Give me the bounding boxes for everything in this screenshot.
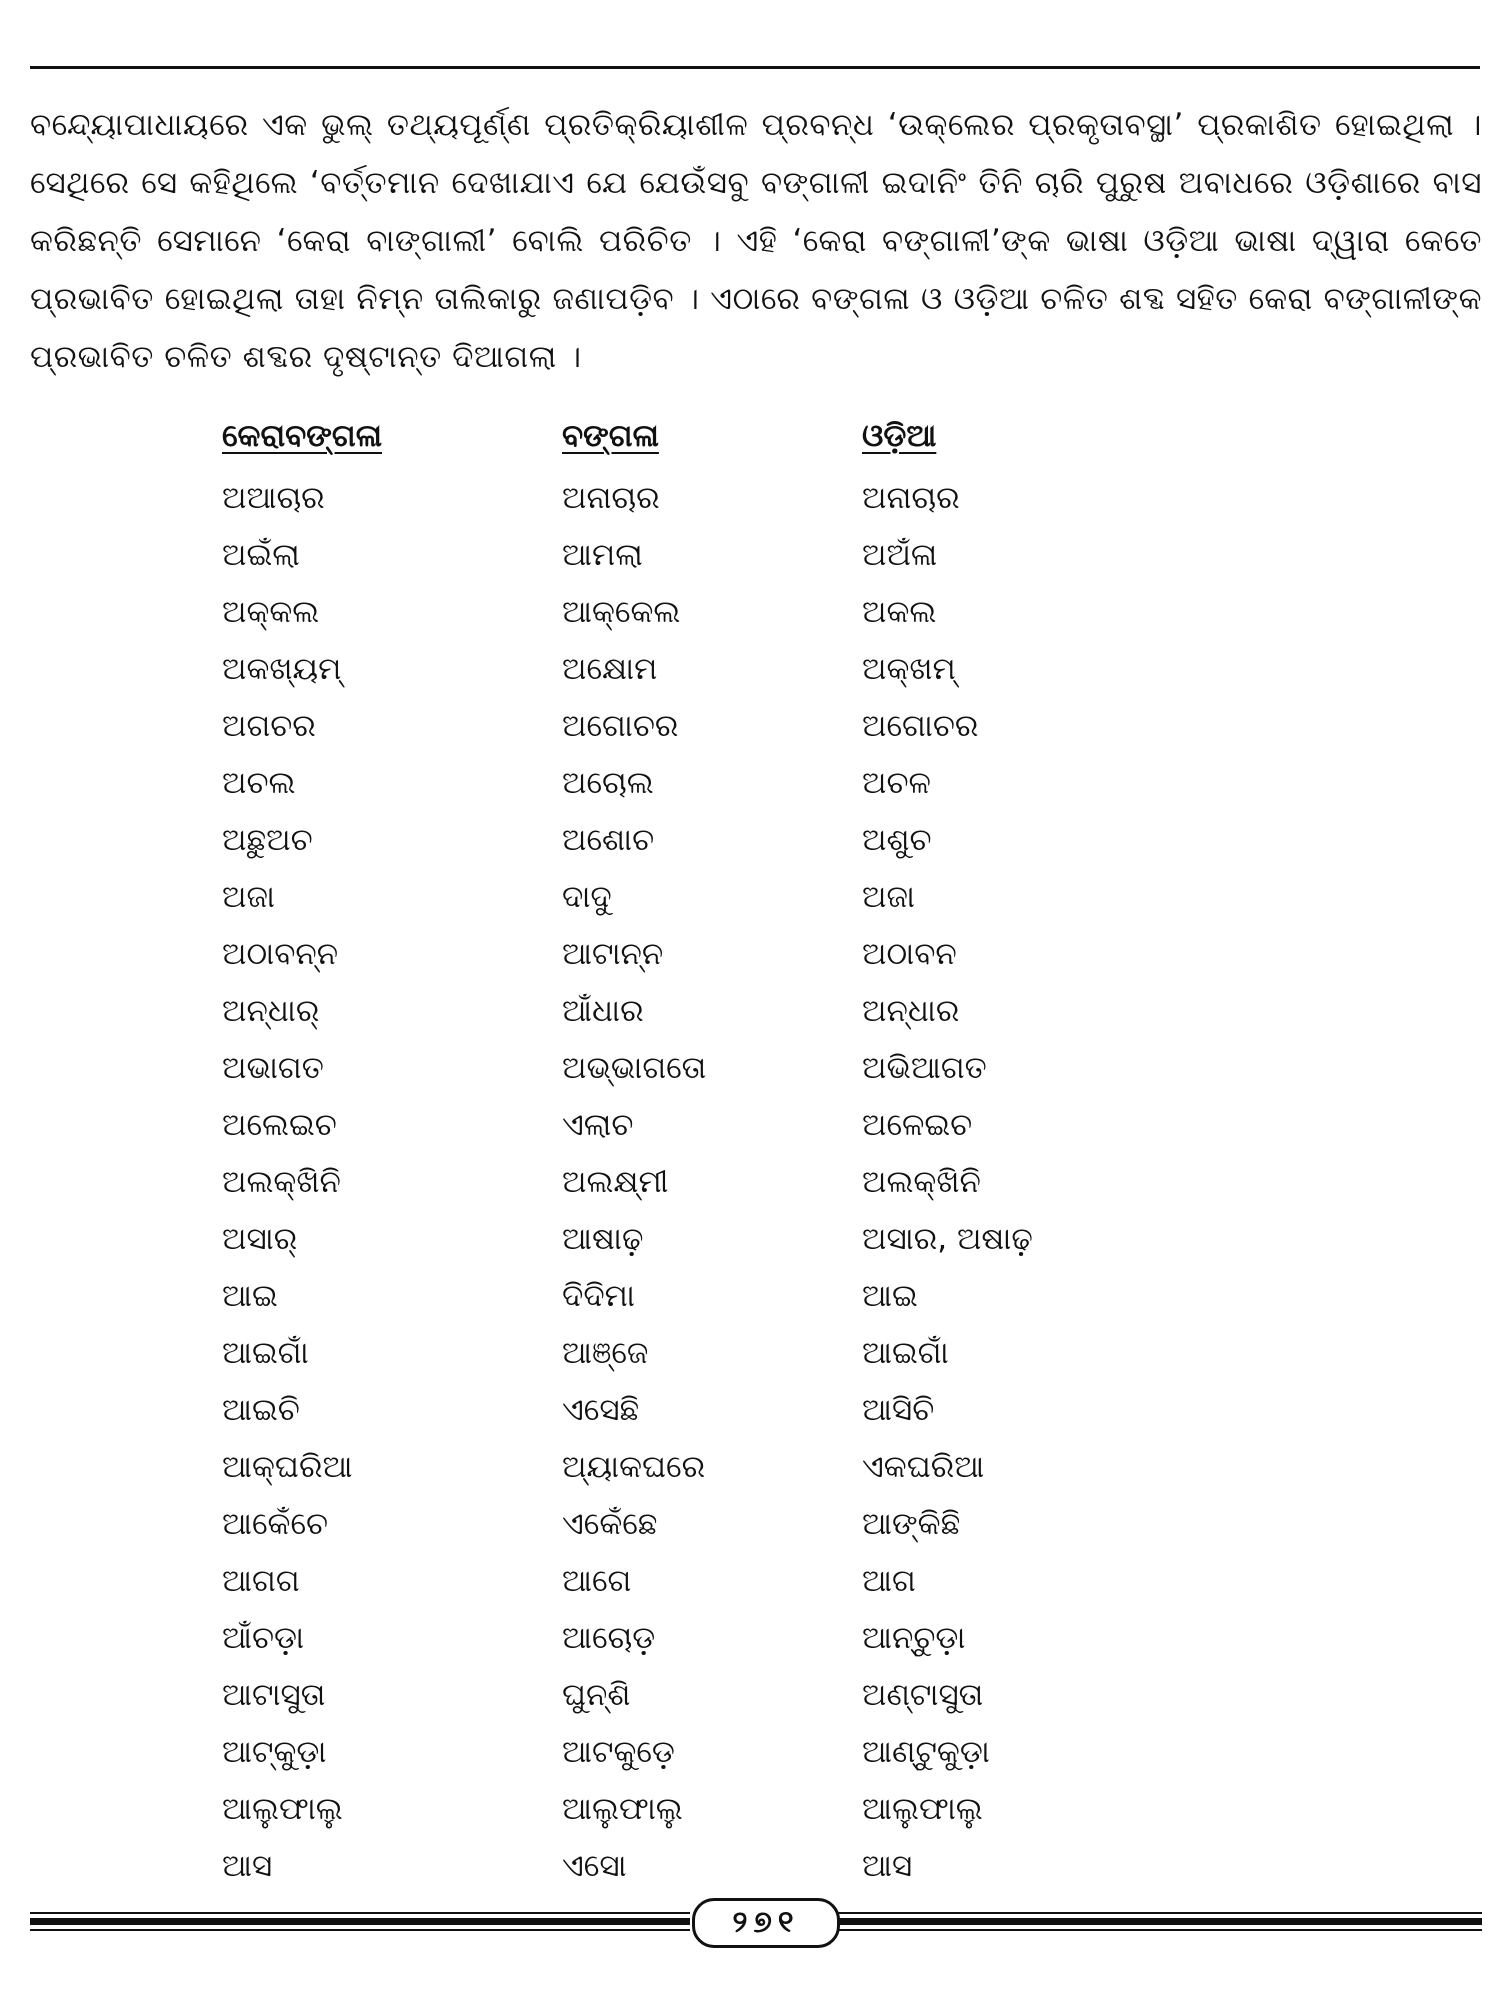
cell-bangla: ଅ୍ୟାକଘରେ	[562, 1449, 706, 1485]
cell-bangla: ଆଗେ	[562, 1563, 632, 1599]
cell-bangla: ଆଁଧାର	[562, 993, 644, 1029]
cell-bangla: ଆକ୍କେଲ	[562, 594, 681, 630]
cell-odia: ଅଣ୍ଟାସୁତା	[862, 1677, 984, 1713]
cell-kera-bangla: ଆଟ୍‌କୁଡ଼ା	[222, 1734, 327, 1770]
column-header-bangla: ବଙ୍ଗଳା	[562, 418, 659, 454]
cell-odia: ଆନ୍‌ଚୁଡ଼ା	[862, 1620, 966, 1656]
cell-kera-bangla: ଆଇ	[222, 1278, 278, 1314]
cell-kera-bangla: ଆକେଁଚେ	[222, 1506, 329, 1542]
cell-bangla: ଆମଲା	[562, 537, 643, 573]
cell-kera-bangla: ଆଗଗ	[222, 1563, 300, 1599]
cell-bangla: ଅକ୍ଷୋମ	[562, 651, 658, 687]
cell-odia: ଆଇ	[862, 1278, 918, 1314]
table-row	[222, 1667, 1162, 1724]
cell-kera-bangla: ଆକ୍‌ଘରିଆ	[222, 1449, 353, 1485]
footer-rule-left	[30, 1912, 690, 1934]
table-row	[222, 812, 1162, 869]
table-row	[222, 1325, 1162, 1382]
cell-odia: ଅଭିଆଗତ	[862, 1050, 987, 1086]
cell-odia: ଅସାର, ଅଷାଢ଼	[862, 1221, 1033, 1257]
page-footer	[30, 1898, 1482, 1948]
cell-bangla: ଘୁନ୍‌ଶି	[562, 1677, 631, 1713]
cell-kera-bangla: ଆଟାସୁତା	[222, 1677, 326, 1713]
cell-bangla: ଅଚୋଲ	[562, 765, 654, 801]
cell-bangla: ଅଭ୍ଭାଗତୋ	[562, 1050, 707, 1086]
cell-kera-bangla: ଅଲେଇଚ	[222, 1107, 337, 1143]
cell-odia: ଅଲକ୍‌ଖିନି	[862, 1164, 981, 1200]
page-number: ୨୭୧	[692, 1898, 840, 1948]
cell-bangla: ଆଲୁଫାଲୁ	[562, 1791, 683, 1827]
cell-bangla: ଏସୋ	[562, 1848, 627, 1884]
table-row	[222, 1496, 1162, 1553]
cell-bangla: ଦିଦିମା	[562, 1278, 635, 1314]
cell-odia: ଅଗୋଚର	[862, 708, 979, 744]
column-header-kera-bangla: କେରାବଙ୍ଗଳା	[222, 418, 383, 454]
cell-bangla: ଏସେଛି	[562, 1392, 640, 1428]
cell-kera-bangla: ଅଭାଗତ	[222, 1050, 324, 1086]
column-header-odia: ଓଡ଼ିଆ	[862, 418, 937, 454]
intro-paragraph: ବନ୍ଦ୍ୟୋପାଧାୟରେ ଏକ ଭୁଲ୍ ତଥ୍ୟପୂର୍ଣ୍ଣ ପ୍ରତିକ୍ରିୟାଶୀଳ ପ୍ରବନ୍ଧ ‘ଉକ୍‌ଲେର ପ୍ରକୃତାବସ୍ଥା’ ପ୍ରକାଶିତ ହୋଇଥିଲା । ସେଥିରେ ସେ କହିଥିଲେ ‘ବର୍ତ୍ତମାନ ଦେଖାଯାଏ ଯେ ଯେଉଁସବୁ ବଙ୍ଗାଳୀ ଇଦାନିଂ ତିନି ଚାରି ପୁରୁଷ ଅବାଧରେ ଓଡ଼ିଶାରେ ବାସ କରିଛନ୍ତି ସେମାନେ ‘କେରା ବାଙ୍ଗାଲୀ’ ବୋଲି ପରିଚିତ । ଏହି ‘କେରା ବଙ୍ଗାଳୀ’ଙ୍କ ଭାଷା ଓଡ଼ିଆ ଭାଷା ଦ୍ୱାରା କେତେ ପ୍ରଭାବିତ ହୋଇଥିଲା ତାହା ନିମ୍ନ ତାଲିକାରୁ ଜଣାପଡ଼ିବ । ଏଠାରେ ବଙ୍ଗଳା ଓ ଓଡ଼ିଆ ଚଳିତ ଶବ୍ଦ ସହିତ କେରା ବଙ୍ଗାଳୀଙ୍କ ପ୍ରଭାବିତ ଚଳିତ ଶବ୍ଦର ଦୃଷ୍ଟାନ୍ତ ଦିଆଗଲା ।	[30, 107, 1482, 375]
table-row	[222, 1781, 1162, 1838]
cell-kera-bangla: ଅଠାବନ୍‌ନ	[222, 936, 339, 972]
cell-kera-bangla: ଅଚଲ	[222, 765, 296, 801]
cell-kera-bangla: ଅଜା	[222, 879, 275, 915]
cell-bangla: ଅନାଚାର	[562, 480, 660, 516]
cell-odia: ଆଗ	[862, 1563, 916, 1599]
cell-odia: ଅଠାବନ	[862, 936, 957, 972]
table-row	[222, 755, 1162, 812]
cell-odia: ଆଣ୍ଟୁକୁଡ଼ା	[862, 1734, 990, 1770]
cell-odia: ଅଶୁଚ	[862, 822, 932, 858]
table-row	[222, 926, 1162, 983]
footer-rule-right	[838, 1912, 1482, 1934]
table-row	[222, 1838, 1162, 1895]
cell-kera-bangla: ଆସ	[222, 1848, 273, 1884]
cell-bangla: ଏକେଁଛେ	[562, 1506, 658, 1542]
table-row	[222, 983, 1162, 1040]
table-row	[222, 641, 1162, 698]
cell-odia: ଆସ	[862, 1848, 913, 1884]
cell-bangla: ଆଟାନ୍ନ	[562, 936, 664, 972]
cell-odia: ଆଇଗାଁ	[862, 1335, 949, 1371]
cell-bangla: ଆଟକୁଡ଼େ	[562, 1734, 675, 1770]
cell-kera-bangla: ଅକଖ୍ୟମ୍	[222, 651, 342, 687]
table-row	[222, 869, 1162, 926]
cell-kera-bangla: ଅଇଁଲା	[222, 537, 300, 573]
table-row	[222, 1724, 1162, 1781]
table-row	[222, 584, 1162, 641]
table-row	[222, 1040, 1162, 1097]
cell-bangla: ଆଚୋଡ଼	[562, 1620, 656, 1656]
table-row	[222, 1553, 1162, 1610]
cell-kera-bangla: ଅଲକ୍‌ଖିନି	[222, 1164, 341, 1200]
cell-odia: ଅଚଳ	[862, 765, 931, 801]
cell-bangla: ଅଲକ୍ଷ୍ମୀ	[562, 1164, 669, 1200]
cell-odia: ଅଅଁଳା	[862, 537, 938, 573]
cell-odia: ଆସିଚି	[862, 1392, 935, 1428]
cell-bangla: ଅଗୋଚର	[562, 708, 679, 744]
cell-bangla: ଆଞ୍ଜେ	[562, 1335, 649, 1371]
cell-bangla: ଆଷାଢ଼	[562, 1221, 644, 1257]
cell-bangla: ଦାଦୁ	[562, 879, 612, 915]
cell-kera-bangla: ଆଲୁଫାଲୁ	[222, 1791, 343, 1827]
cell-odia: ଅଜା	[862, 879, 915, 915]
cell-kera-bangla: ଅକ୍‌କଲ	[222, 594, 320, 630]
cell-odia: ଅକଲ	[862, 594, 937, 630]
cell-kera-bangla: ଆଇଗାଁ	[222, 1335, 309, 1371]
top-rule	[30, 66, 1480, 69]
table-row	[222, 527, 1162, 584]
table-row	[222, 1382, 1162, 1439]
word-comparison-table	[222, 408, 1162, 1895]
table-row	[222, 1211, 1162, 1268]
cell-odia: ଆଙ୍କିଛି	[862, 1506, 961, 1542]
table-row	[222, 470, 1162, 527]
table-row	[222, 1097, 1162, 1154]
cell-kera-bangla: ଆଇଚି	[222, 1392, 300, 1428]
cell-odia: ଅନ୍ଧାର	[862, 993, 960, 1029]
cell-odia: ଆଲୁଫାଲୁ	[862, 1791, 983, 1827]
cell-bangla: ଅଶୋଚ	[562, 822, 655, 858]
cell-odia: ଅକ୍‌ଖମ୍	[862, 651, 956, 687]
table-row	[222, 1439, 1162, 1496]
cell-bangla: ଏଲାଚ	[562, 1107, 634, 1143]
cell-kera-bangla: ଅଆଚାର	[222, 480, 325, 516]
cell-odia: ଅଳେଇଚ	[862, 1107, 973, 1143]
table-body	[222, 470, 1162, 1895]
cell-kera-bangla: ଅସାର୍	[222, 1221, 298, 1257]
cell-odia: ଏକଘରିଆ	[862, 1449, 985, 1485]
cell-kera-bangla: ଅନ୍‌ଧାର୍	[222, 993, 320, 1029]
table-row	[222, 698, 1162, 755]
table-header-row	[222, 408, 1162, 470]
table-row	[222, 1268, 1162, 1325]
table-row	[222, 1610, 1162, 1667]
cell-kera-bangla: ଆଁଚଡ଼ା	[222, 1620, 305, 1656]
cell-odia: ଅନାଚାର	[862, 480, 960, 516]
table-row	[222, 1154, 1162, 1211]
cell-kera-bangla: ଅଗଚର	[222, 708, 316, 744]
cell-kera-bangla: ଅଛୁଅଚ	[222, 822, 313, 858]
